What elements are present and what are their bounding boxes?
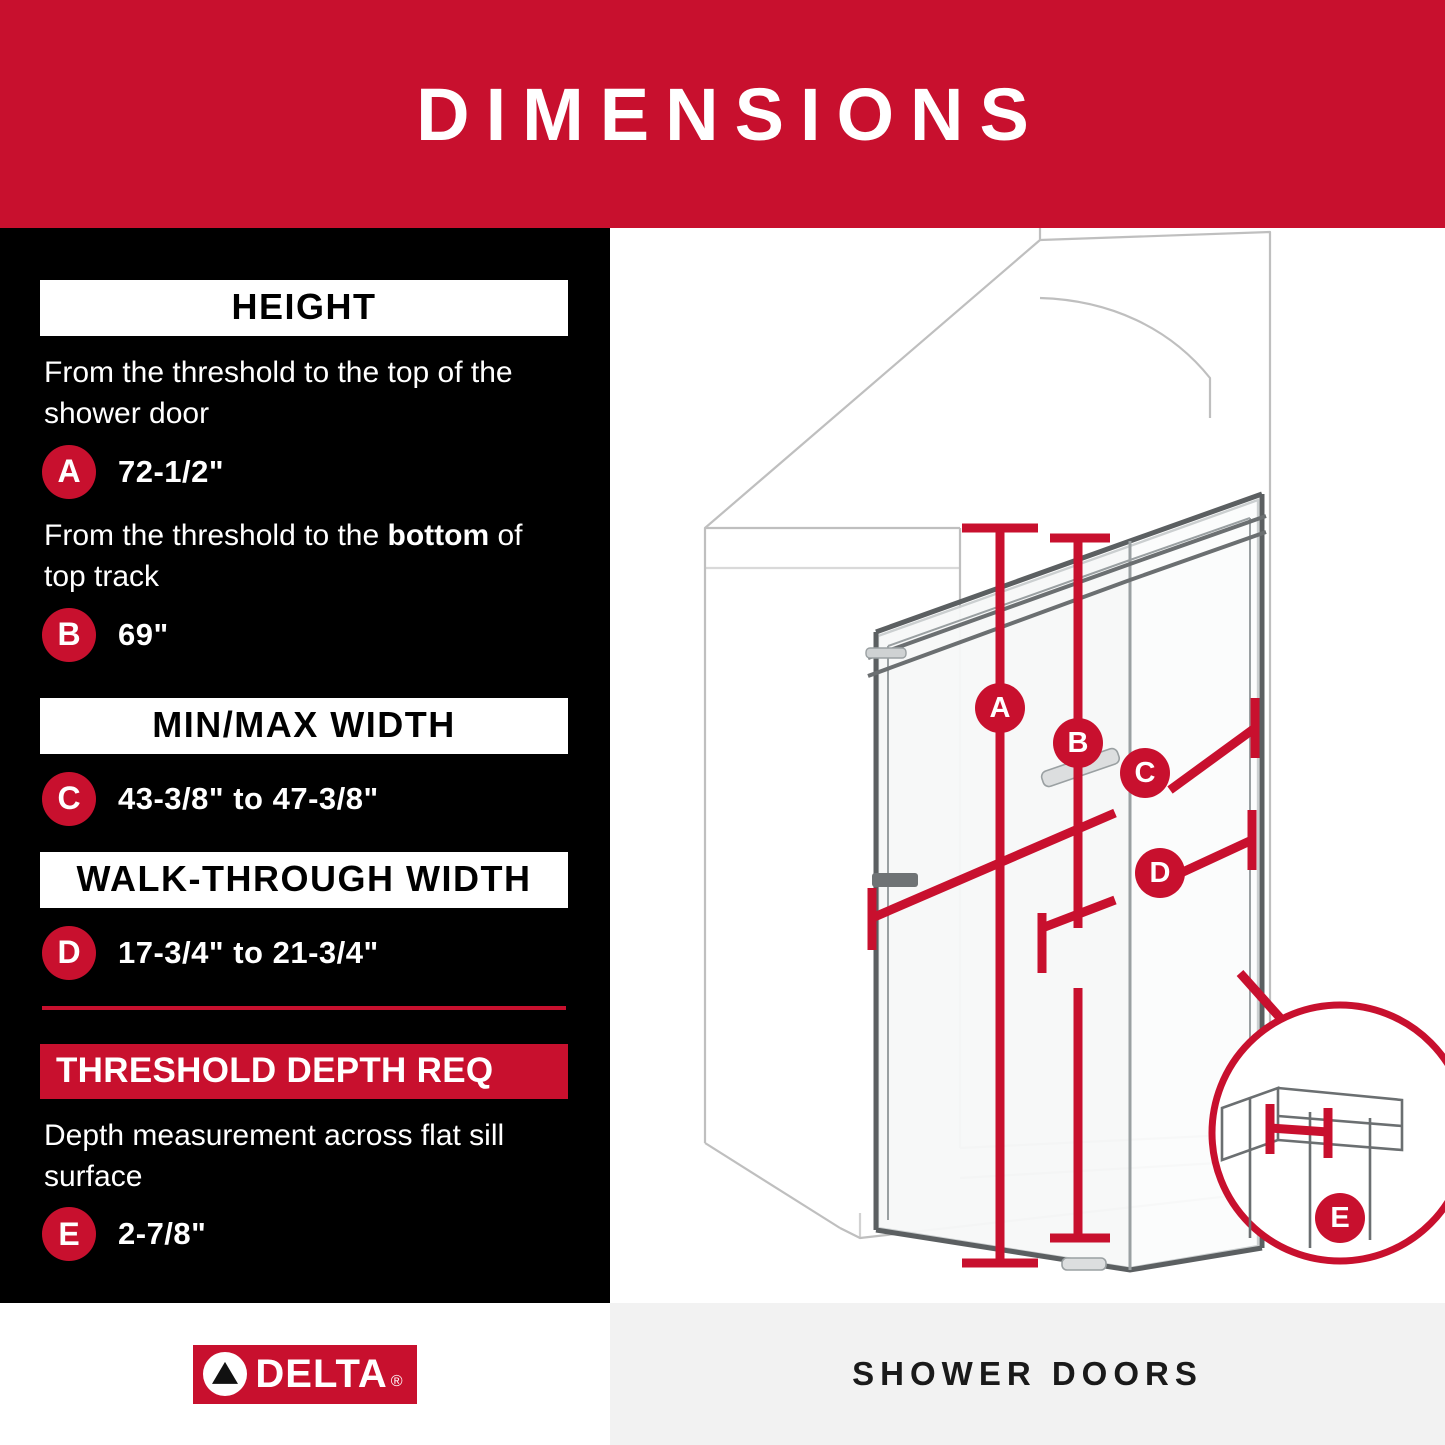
badge-c: C [42,772,96,826]
category-footer [610,1303,1445,1445]
delta-triangle-icon [203,1352,247,1396]
header-banner [0,0,1445,228]
bottom-guide [1062,1258,1106,1270]
glass-panels [866,494,1266,1270]
measurement-row-b [42,608,568,662]
badge-a: A [42,445,96,499]
section-divider [42,1006,566,1010]
section-heading-walkthrough-width: WALK-THROUGH WIDTH [40,852,568,908]
callout-label-a: A [975,683,1025,733]
measurement-value-d: 17-3/4" to 21-3/4" [118,934,379,970]
specs-panel [0,228,610,1303]
diagram-svg [610,228,1445,1303]
measurement-row-d [42,926,568,980]
callout-label-e: E [1315,1193,1365,1243]
brand-name: DELTA [255,1351,388,1396]
measurement-value-e: 2-7/8" [118,1216,207,1252]
threshold-description [44,1115,564,1198]
delta-logo [193,1345,416,1404]
shower-door-diagram [610,228,1445,1303]
height-description-2 [44,515,564,598]
measurement-row-c [42,772,568,826]
measurement-value-b: 69" [118,616,169,652]
badge-d: D [42,926,96,980]
callout-label-c: C [1120,748,1170,798]
height-description-2-post: of top track [44,518,523,594]
section-heading-height: HEIGHT [40,280,568,336]
threshold-description-text: Depth measurement across flat sill surface [44,1118,505,1193]
callout-label-d: D [1135,848,1185,898]
measurement-row-a [42,445,568,499]
measurement-value-a: 72-1/2" [118,453,225,489]
height-description-1-text: From the threshold to the top of the shower door [44,356,513,431]
callout-label-b: B [1053,718,1103,768]
label-decal [866,648,906,658]
measurement-value-c: 43-3/8" to 47-3/8" [118,780,379,816]
brand-footer [0,1303,610,1445]
category-label: SHOWER DOORS [852,1355,1203,1392]
measurement-row-e [42,1207,568,1261]
page-title: DIMENSIONS [416,72,1045,156]
section-heading-minmax-width: MIN/MAX WIDTH [40,698,568,754]
glass-decal [872,873,918,887]
height-description-1 [44,352,564,435]
section-heading-threshold-depth: THRESHOLD DEPTH REQ [40,1044,568,1099]
registered-mark: ® [390,1372,403,1390]
height-description-2-pre: From the threshold to the [44,518,388,552]
badge-b: B [42,608,96,662]
badge-e: E [42,1207,96,1261]
height-description-2-bold: bottom [387,518,490,552]
